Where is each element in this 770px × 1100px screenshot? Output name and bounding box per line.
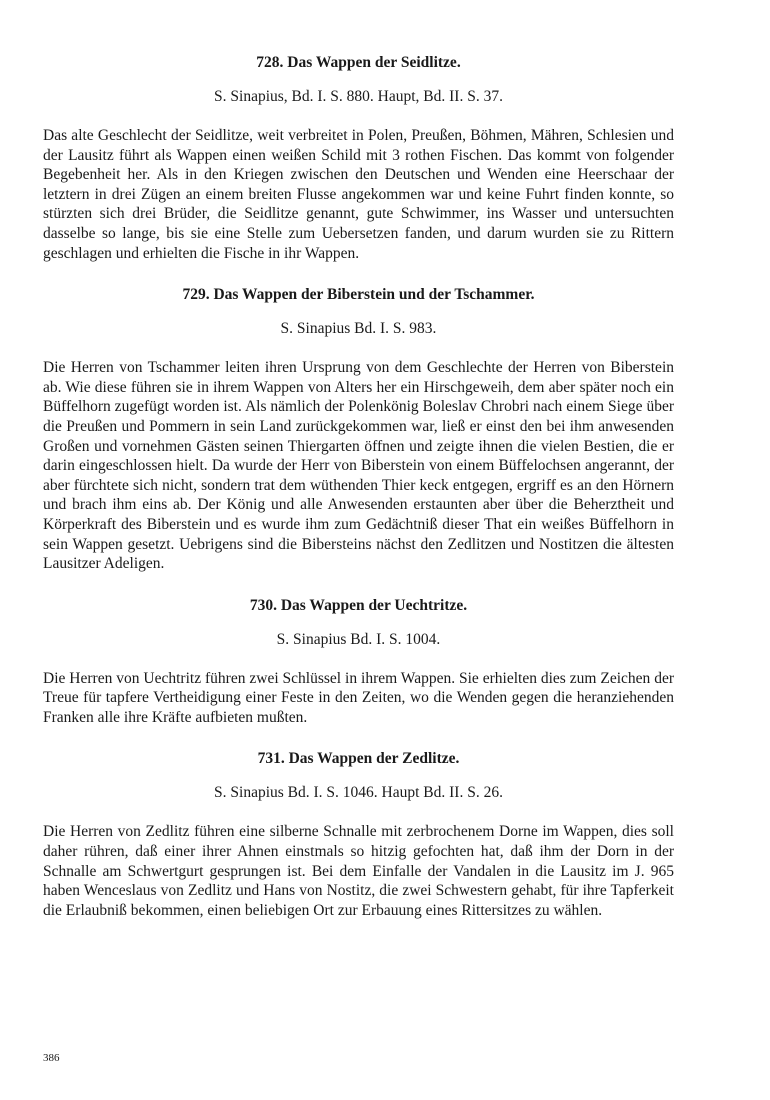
entry-title: 728. Das Wappen der Seidlitze. — [256, 54, 461, 71]
entry-728 — [43, 53, 674, 263]
entry-body: Die Herren von Uechtritz führen zwei Schlüssel in ihrem Wappen. Sie erhielten dies zum Zeichen der Treue für tapfere Vertheidigung einer Feste in den Zeiten, wo die Wenden gegen die heranziehenden Franken alle ihre Kräfte aufbieten mußten. — [43, 669, 674, 726]
entry-title: 730. Das Wappen der Uechtritze. — [249, 596, 468, 614]
entry-body: Die Herren von Zedlitz führen eine silberne Schnalle mit zerbrochenem Dorne im Wappen, dies soll daher rühren, daß einer ihrer Ahnen einstmals so hitzig gefochten hat, daß ihm der Dorn in der Schnalle am Schwertgurt gesprungen ist. Bei dem Einfalle der Vandalen in die Lausitz im J. 965 haben Wenceslaus von Zedlitz und Hans von Nostitz, die zwei Schwestern gehabt, für ihre Tapferkeit die Erlaubniß bekommen, einen beliebigen Ort zur Erbauung eines Rittersitzes zu wählen. — [43, 823, 674, 919]
entry-title: 729. Das Wappen der Biberstein und der Tschammer. — [182, 286, 535, 304]
document-page — [43, 53, 674, 942]
entry-body: Das alte Geschlecht der Seidlitze, weit verbreitet in Polen, Preußen, Böhmen, Mähren, Schlesien und der Lausitz führt als Wappen einen weißen Schild mit 3 rothen Fischen. Das kommt von folgender Begebenheit her. Als in den Kriegen zwischen den Deutschen und Wenden eine Heerschaar der letztern in drei Zügen an einem breiten Flusse angekommen war und keine Fuhrt finden konnte, so stürzten sich drei Brüder, die Seidlitze genannt, gute Schwimmer, ins Wasser und untersuchten dasselbe so lange, bis sie eine Stelle zum Uebersetzen fanden, und darum wurden sie zu Rittern geschlagen und erhielten die Fische in ihr Wappen. — [43, 127, 674, 262]
entry-source: S. Sinapius Bd. I. S. 1046. Haupt Bd. II. S. 26. — [214, 784, 503, 802]
page-number: 386 — [43, 1052, 60, 1064]
entry-729 — [43, 285, 674, 574]
entry-title: 731. Das Wappen der Zedlitze. — [257, 750, 460, 768]
entry-731 — [43, 749, 674, 920]
entry-source: S. Sinapius Bd. I. S. 1004. — [276, 630, 441, 648]
entry-body: Die Herren von Tschammer leiten ihren Ursprung von dem Geschlechte der Herren von Biberstein ab. Wie diese führen sie in ihrem Wappen von Alters her ein Hirschgeweih, dem aber später noch ein Büffelhorn zugefügt worden ist. Als nämlich der Polenkönig Boleslav Chrobri nach einem Siege über die Preußen und Pommern in sein Land zurückgekommen war, ließ er einst den bei ihm anwesenden Großen und vornehmen Gästen seinen Thiergarten öffnen und zeigte ihnen die vielen Bestien, die er darin eingeschlossen hielt. Da wurde der Herr von Biberstein von einem Büffelochsen angerannt, der aber fürchtete sich nicht, sondern trat dem wüthenden Thier keck entgegen, ergriff es an den Hörnern und brach ihm eins ab. Der König und alle Anwesenden erstaunten aber über die Beherztheit und Körperkraft des Biberstein und es wurde ihm zum Gedächtniß dieser That ein weißes Büffelhorn in sein Wappen gesetzt. Uebrigens sind die Bibersteins nächst den Zedlitzen und Nostitzen die ältesten Lausitzer Adeligen. — [43, 359, 674, 573]
entry-source: S. Sinapius, Bd. I. S. 880. Haupt, Bd. II. S. 37. — [214, 88, 503, 105]
entry-source: S. Sinapius Bd. I. S. 983. — [280, 320, 437, 338]
entry-730 — [43, 596, 674, 728]
